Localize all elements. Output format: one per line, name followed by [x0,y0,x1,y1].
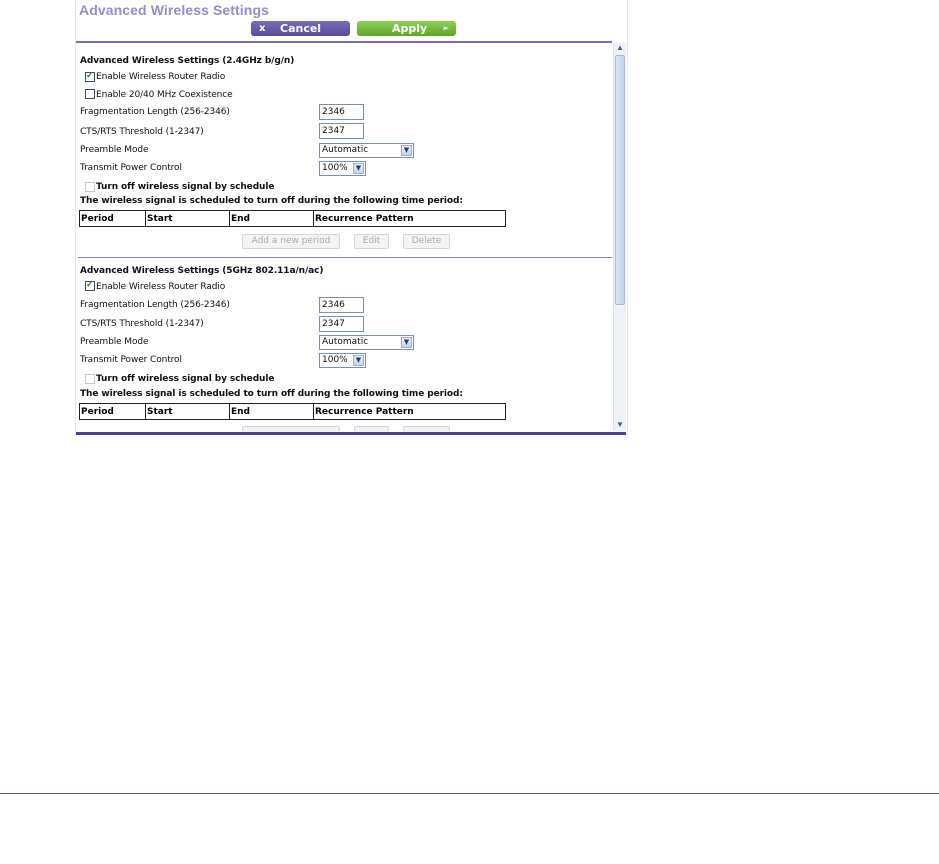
chevron-down-icon: ▼ [353,355,364,366]
section-5-heading: Advanced Wireless Settings (5GHz 802.11a/n/ac) [80,266,324,276]
scroll-thumb[interactable] [615,55,625,305]
schedule-24-table [79,210,506,227]
preamble-24-value: Automatic [322,145,369,155]
frag-24-label: Fragmentation Length (256-2346) [80,107,230,117]
schedule-5-checkbox[interactable] [85,374,95,384]
scroll-down-icon[interactable]: ▼ [616,420,624,429]
chevron-down-icon: ▼ [353,163,364,174]
schedule-5-note: The wireless signal is scheduled to turn off during the following time period: [80,389,463,399]
enable-radio-24-label: Enable Wireless Router Radio [96,72,226,82]
preamble-24-label: Preamble Mode [80,145,149,155]
cts-24-label: CTS/RTS Threshold (1-2347) [80,127,204,137]
schedule-24-note: The wireless signal is scheduled to turn off during the following time period: [80,196,463,206]
schedule-24-label: Turn off wireless signal by schedule [96,182,275,192]
col-period: Period [80,211,146,227]
frag-24-input[interactable]: 2346 [319,104,364,120]
apply-button[interactable] [357,21,456,36]
power-24-select[interactable] [319,161,366,176]
power-5-select[interactable] [319,353,366,368]
page-footer-rule [0,793,939,794]
col-start: Start [146,404,230,420]
col-end: End [230,404,314,420]
col-start: Start [146,211,230,227]
chevron-down-icon: ▼ [401,337,412,348]
enable-radio-24-checkbox[interactable] [85,72,95,82]
section-divider [78,257,612,258]
enable-coexistence-label: Enable 20/40 MHz Coexistence [96,90,233,100]
cancel-label: Cancel [280,22,322,35]
col-recurrence: Recurrence Pattern [314,404,506,420]
cancel-button[interactable] [251,21,350,36]
col-end: End [230,211,314,227]
schedule-24-checkbox[interactable] [85,182,95,192]
table-header-row [80,211,506,227]
power-24-label: Transmit Power Control [80,163,182,173]
section-24-heading: Advanced Wireless Settings (2.4GHz b/g/n) [80,56,295,66]
power-5-label: Transmit Power Control [80,355,182,365]
enable-coexistence-checkbox[interactable] [85,89,95,99]
power-5-value: 100% [322,355,348,365]
close-icon: x [259,23,266,34]
col-period: Period [80,404,146,420]
scrollbar[interactable] [613,42,626,431]
preamble-24-select[interactable] [319,143,414,158]
edit-button[interactable]: Edit [354,234,389,249]
preamble-5-value: Automatic [322,337,369,347]
schedule-5-label: Turn off wireless signal by schedule [96,374,275,384]
scroll-up-icon[interactable]: ▲ [616,43,624,52]
frag-5-input[interactable]: 2346 [319,297,364,313]
table-header-row [80,404,506,420]
power-24-value: 100% [322,163,348,173]
enable-radio-5-checkbox[interactable] [85,281,95,291]
footer-divider [76,432,626,435]
cts-5-input[interactable]: 2347 [319,316,364,332]
add-period-button[interactable]: Add a new period [242,234,340,249]
frag-5-label: Fragmentation Length (256-2346) [80,300,230,310]
header-divider [76,41,612,43]
chevron-down-icon: ▼ [401,145,412,156]
cts-5-label: CTS/RTS Threshold (1-2347) [80,319,204,329]
preamble-5-select[interactable] [319,335,414,350]
enable-radio-5-label: Enable Wireless Router Radio [96,282,226,292]
preamble-5-label: Preamble Mode [80,337,149,347]
cts-24-input[interactable]: 2347 [319,123,364,139]
play-arrow-icon: ► [443,24,449,32]
col-recurrence: Recurrence Pattern [314,211,506,227]
delete-button[interactable]: Delete [403,234,450,249]
apply-label: Apply [392,22,428,35]
schedule-5-table [79,403,506,420]
page-title: Advanced Wireless Settings [79,2,269,18]
